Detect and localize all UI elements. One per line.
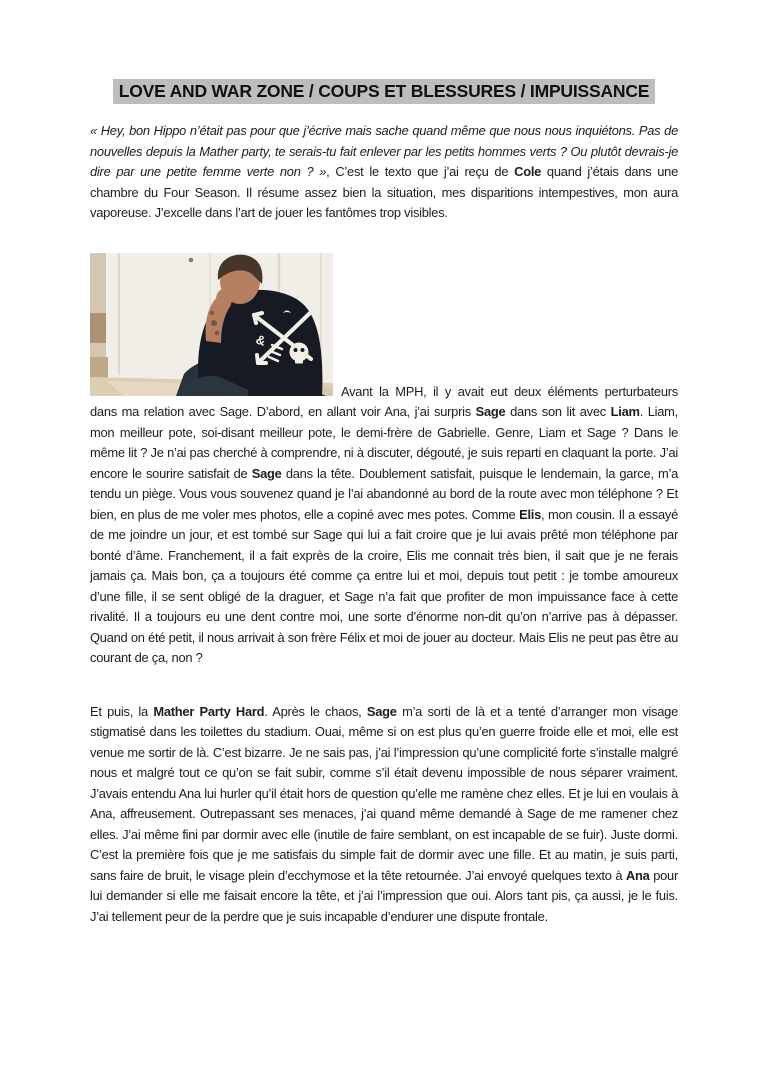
bold-name-sage: Sage xyxy=(251,465,282,481)
bold-name-cole: Cole xyxy=(514,164,542,179)
paragraph-intro xyxy=(90,121,678,224)
bold-name-sage: Sage xyxy=(366,703,397,719)
text-run: , mon cousin. Il a essayé de me joindre un jour, et est tombé sur Sage qui lui a fait croire que je lui avais prêté mon téléphone par bonté d’âme. Franchement, il a fait exprès de la croire, Elis me connait très bien, il sait que je ne ferais jamais ça. Mais bon, ça a toujours été comme ça entre lui et moi, depuis tout petit : je tombe amoureux d’une fille, il se sent obligé de la draguer, et Sage n’a fait que profiter de mon impuissance face à cette rivalité. Il a toujours eu une dent contre moi, une sorte d’énorme non-dit qu’on n’arrive pas à dépasser. Quand on été petit, il nous arrivait à son frère Félix et moi de jouer au docteur. Mais Elis ne peut pas être au courant de ça, non ? xyxy=(90,506,678,665)
article-photo xyxy=(90,253,333,396)
text-run: Avant la MPH, il y avait eut deux éléments perturbateurs dans ma relation avec Sage. D’abord, en allant voir Ana, j’ai surpris xyxy=(90,383,678,419)
quote-text: « Hey, bon Hippo n’était pas pour que j’écrive mais sache quand même que nous nous inquiétons. Pas de nouvelles depuis la Mather party, te serais-tu fait enlever par les petits hommes verts ? Ou plutôt devrais-je dire par une petite femme verte non ? » xyxy=(90,123,678,179)
bold-name-elis: Elis xyxy=(519,506,542,522)
bold-name-sage: Sage xyxy=(475,404,506,419)
text-run: Et puis, la xyxy=(90,703,154,719)
text-run: , C’est le texto que j’ai reçu de xyxy=(326,164,515,179)
bold-name-ana: Ana xyxy=(625,867,650,883)
bold-name-liam: Liam xyxy=(610,404,640,419)
text-run: dans la tête. Doublement satisfait, puisque le lendemain, la garce, m’a tendu un piège. Vous vous souvenez quand je l’ai abandonné au bord de la route avec mon téléphone ? Et bien, en plus de me voler mes photos, elle a copiné avec mes potes. Comme xyxy=(90,465,678,522)
text-run: dans son lit avec xyxy=(505,404,611,419)
bold-mather-party-hard: Mather Party Hard xyxy=(153,703,265,719)
paragraph-mather-party xyxy=(90,702,678,928)
page-title-highlight: LOVE AND WAR ZONE / COUPS ET BLESSURES / IMPUISSANCE xyxy=(113,79,656,104)
document-page xyxy=(0,79,768,1073)
page-title xyxy=(90,79,678,104)
text-run: . Après le chaos, xyxy=(264,703,367,719)
text-run: pour lui demander si elle me faisait encore la tête, et j’ai l’impression que oui. Alors tant pis, ça aussi, je le fuis. J’ai tellement peur de la perdre que je suis incapable d’endurer une dispute frontale. xyxy=(90,867,678,924)
text-run: quand j’étais dans une chambre du Four Season. Il résume assez bien la situation, mes disparitions intempestives, mon aura vaporeuse. J’excelle dans l’art de jouer les fantômes trop visibles. xyxy=(90,164,679,220)
text-run: m’a sorti de là et a tenté d’arranger mon visage stigmatisé dans les toilettes du stadium. Ouai, même si on est plus qu’en guerre froide elle et moi, elle est venue me sortir de là. C’est bizarre. Je ne sais pas, j’ai l’impression qu’une complicité forte s’installe malgré nous et malgré tout ce qu’on se fait subir, comme s’il était devenu impossible de nous séparer vraiment. J’avais entendu Ana lui hurler qu’il était hors de question qu’elle me ramène chez elles. Et je lui en voulais à Ana, affreusement. Outrepassant ses menaces, j’ai quand même demandé à Sage de me ramener chez elles. J’ai même fini par dormir avec elle (inutile de faire semblant, on est incapable de se fuir). Juste dormi. C’est la première fois que je me satisfais du simple fait de dormir avec une fille. Et au matin, je suis parti, sans faire de bruit, le visage plein d’ecchymose et la tête retournée. J’ai envoyé quelques texto à xyxy=(90,703,678,883)
paragraph-sage-liam xyxy=(90,253,678,669)
door-knob xyxy=(189,257,194,262)
svg-text:&: & xyxy=(254,331,268,349)
text-run: . Liam, mon meilleur pote, soi-disant meilleur pote, le demi-frère de Gabrielle. Genre, Liam et Sage ? Dans le même lit ? Je n’ai pas cherché à comprendre, ni à discuter, dégouté, je suis reparti en claquant la porte. J’ai encore le sourire satisfait de xyxy=(90,404,679,481)
